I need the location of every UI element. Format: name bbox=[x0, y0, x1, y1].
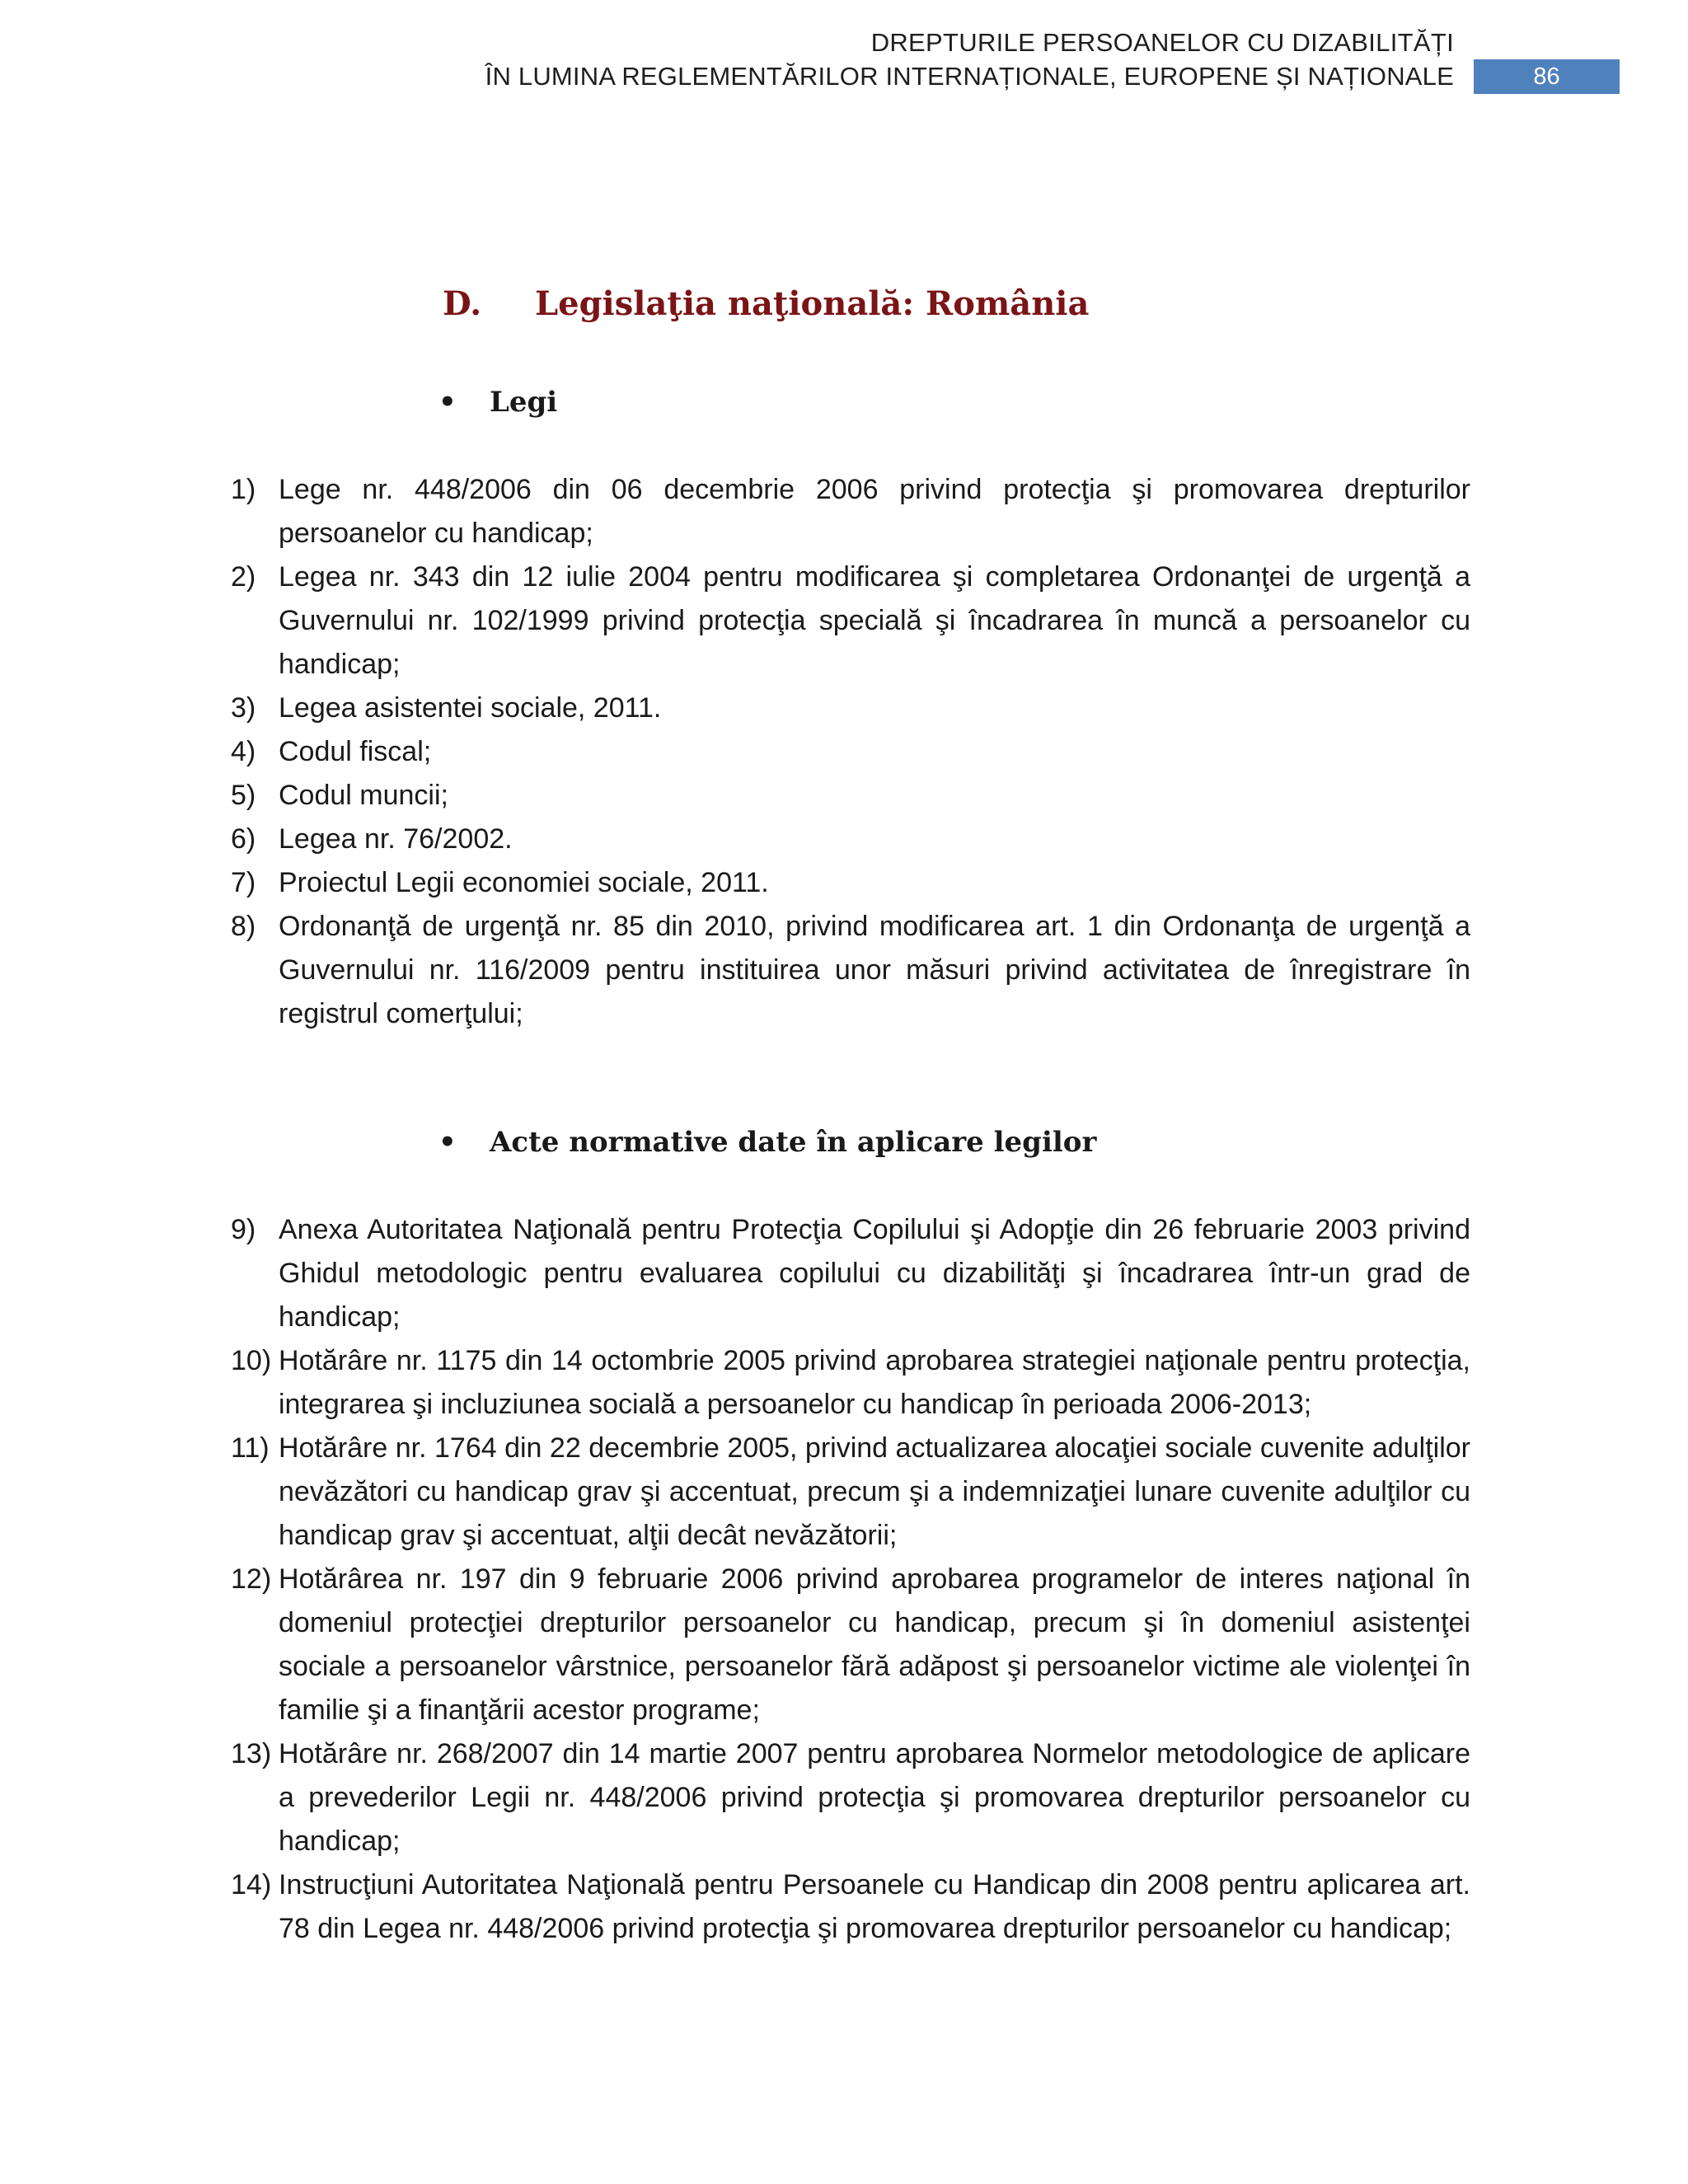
item-number: 7) bbox=[231, 867, 256, 898]
item-text: Codul fiscal; bbox=[279, 736, 432, 767]
item-number: 3) bbox=[231, 692, 256, 724]
item-text: Hotărâre nr. 1175 din 14 octombrie 2005 privind aprobarea strategiei naţionale pentru protecţia, integrarea şi incluziunea socială a persoanelor cu handicap în perioada 2006-2013; bbox=[279, 1345, 1470, 1420]
item-number: 6) bbox=[231, 823, 256, 855]
item-text: Hotărârea nr. 197 din 9 februarie 2006 privind aprobarea programelor de interes naţional în domeniul protecţiei drepturilor persoanelor cu handicap, precum şi în domeniul asistenţei sociale a persoanelor vârstnice, persoanelor fără adăpost şi persoanelor victime ale violenţei în familie şi a finanţării acestor programe; bbox=[279, 1563, 1470, 1726]
item-text: Ordonanţă de urgenţă nr. 85 din 2010, privind modificarea art. 1 din Ordonanţa de urgenţă a Guvernului nr. 116/2009 pentru instituirea unor măsuri privind activitatea de înregistrare în registrul comerţului; bbox=[279, 911, 1470, 1029]
page-header bbox=[0, 25, 1688, 99]
item-number: 9) bbox=[231, 1214, 256, 1245]
list-item bbox=[231, 555, 1470, 687]
subsection-title: Legi bbox=[490, 386, 558, 419]
item-text: Instrucţiuni Autoritatea Naţională pentru Persoanele cu Handicap din 2008 pentru aplicarea art. 78 din Legea nr. 448/2006 privind protecţia şi promovarea drepturilor persoanelor cu handicap; bbox=[279, 1869, 1470, 1944]
list-item bbox=[231, 1558, 1470, 1732]
item-text: Legea nr. 343 din 12 iulie 2004 pentru modificarea şi completarea Ordonanţei de urgenţă a Guvernului nr. 102/1999 privind protecţia specială şi încadrarea în muncă a persoanelor cu handicap; bbox=[279, 561, 1470, 680]
item-text: Proiectul Legii economiei sociale, 2011. bbox=[279, 867, 769, 898]
section-heading bbox=[443, 284, 1089, 323]
section-title: Legislaţia naţională: România bbox=[535, 284, 1090, 323]
laws-list bbox=[231, 468, 1470, 1036]
page-number-badge: 86 bbox=[1474, 59, 1620, 94]
header-title-line2: ÎN LUMINA REGLEMENTĂRILOR INTERNAȚIONALE, EUROPENE ȘI NAȚIONALE bbox=[485, 62, 1454, 91]
item-number: 14) bbox=[231, 1869, 272, 1900]
bullet-icon: • bbox=[438, 1126, 457, 1159]
list-item bbox=[231, 1339, 1470, 1427]
list-item bbox=[231, 730, 1470, 774]
item-number: 13) bbox=[231, 1738, 272, 1769]
item-number: 5) bbox=[231, 780, 256, 811]
item-number: 2) bbox=[231, 561, 256, 593]
item-text: Legea asistentei sociale, 2011. bbox=[279, 692, 662, 724]
header-title-line1: DREPTURILE PERSOANELOR CU DIZABILITĂȚI bbox=[870, 28, 1454, 57]
item-number: 8) bbox=[231, 911, 256, 942]
list-item bbox=[231, 468, 1470, 555]
list-item bbox=[231, 774, 1470, 818]
list-item bbox=[231, 1427, 1470, 1558]
list-item bbox=[231, 1208, 1470, 1339]
item-number: 4) bbox=[231, 736, 256, 767]
subsection-heading-laws bbox=[438, 386, 557, 419]
list-item bbox=[231, 687, 1470, 730]
acts-list bbox=[231, 1208, 1470, 1951]
list-item bbox=[231, 1863, 1470, 1951]
item-number: 1) bbox=[231, 474, 256, 505]
subsection-title: Acte normative date în aplicare legilor bbox=[490, 1126, 1097, 1159]
subsection-heading-acts bbox=[438, 1126, 1096, 1159]
item-text: Legea nr. 76/2002. bbox=[279, 823, 513, 855]
item-number: 10) bbox=[231, 1345, 272, 1376]
bullet-icon: • bbox=[438, 386, 457, 419]
item-text: Hotărâre nr. 1764 din 22 decembrie 2005, privind actualizarea alocaţiei sociale cuvenite adulţilor nevăzători cu handicap grav şi accentuat, precum şi a indemnizaţiei lunare cuvenite adulţilor cu handicap grav şi accentuat, alţii decât nevăzătorii; bbox=[279, 1432, 1470, 1551]
item-text: Hotărâre nr. 268/2007 din 14 martie 2007 pentru aprobarea Normelor metodologice de aplicare a prevederilor Legii nr. 448/2006 privind protecţia şi promovarea drepturilor persoanelor cu handicap; bbox=[279, 1738, 1470, 1857]
item-number: 12) bbox=[231, 1563, 272, 1595]
item-text: Codul muncii; bbox=[279, 780, 448, 811]
item-text: Anexa Autoritatea Naţională pentru Protecţia Copilului şi Adopţie din 26 februarie 2003 privind Ghidul metodologic pentru evaluarea copilului cu dizabilităţi şi încadrarea într-un grad de handicap; bbox=[279, 1214, 1470, 1333]
item-text: Lege nr. 448/2006 din 06 decembrie 2006 privind protecţia şi promovarea drepturilor persoanelor cu handicap; bbox=[279, 474, 1470, 549]
section-letter: D. bbox=[443, 284, 482, 323]
list-item bbox=[231, 1732, 1470, 1863]
list-item bbox=[231, 861, 1470, 905]
list-item bbox=[231, 905, 1470, 1036]
list-item bbox=[231, 818, 1470, 861]
item-number: 11) bbox=[231, 1432, 270, 1464]
